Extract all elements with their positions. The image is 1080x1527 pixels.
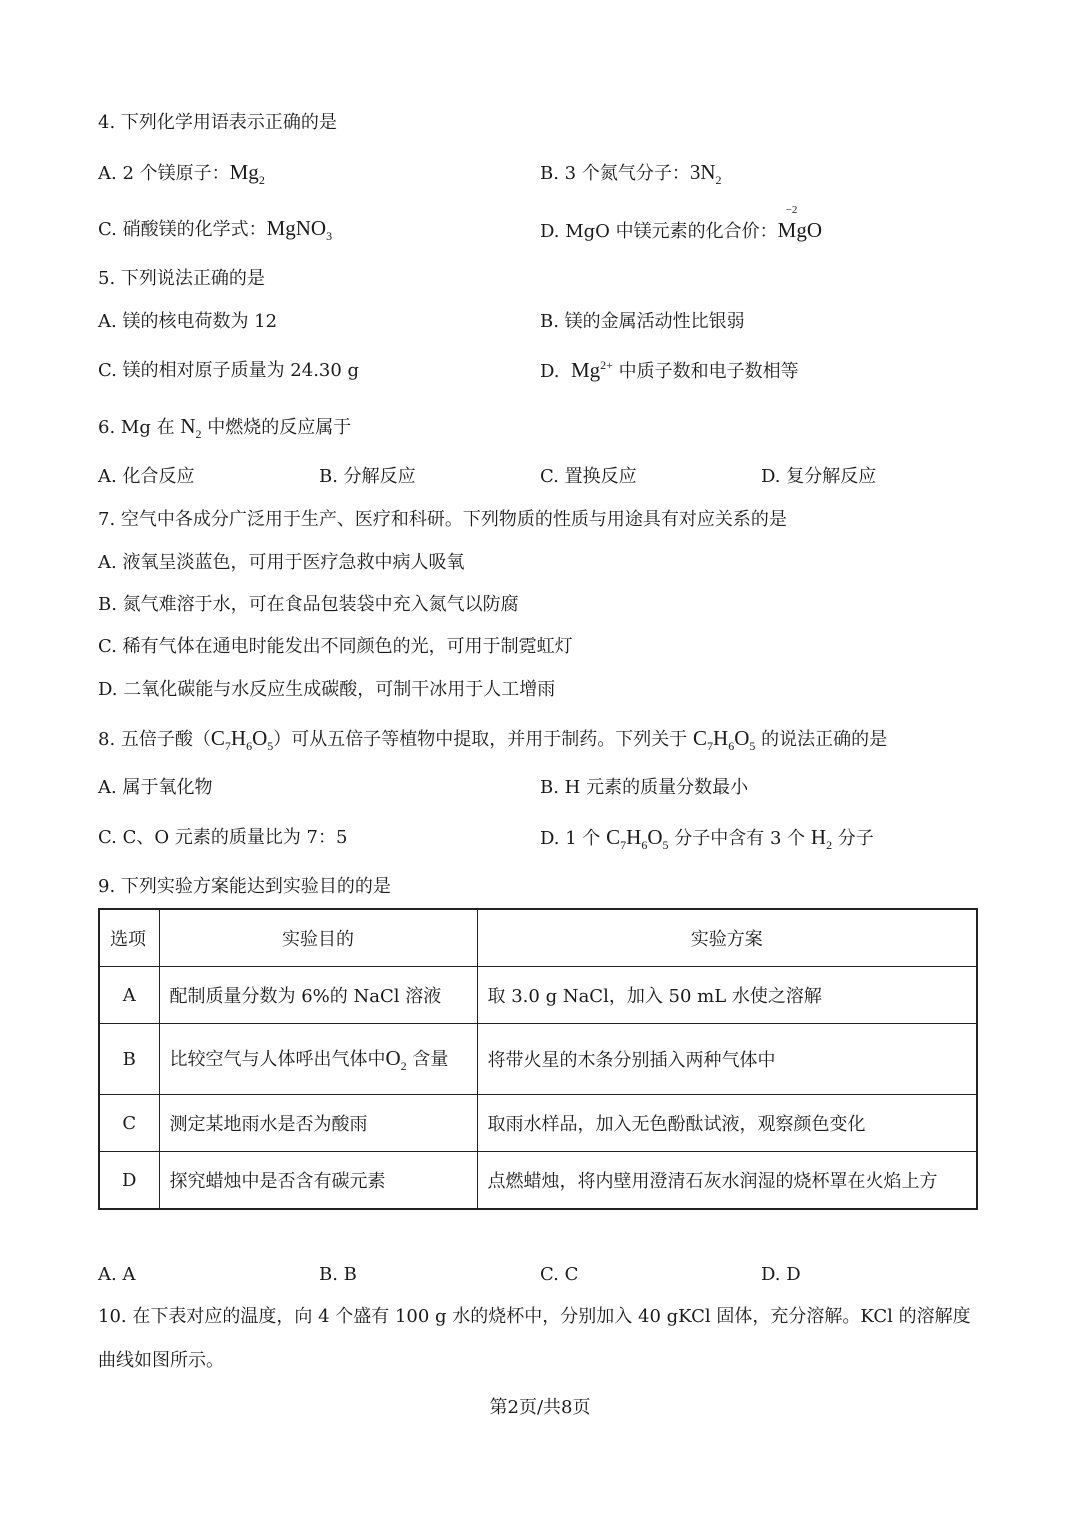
table-row [99,967,977,1024]
q7-option-c: C. 稀有气体在通电时能发出不同颜色的光，可用于制霓虹灯 [98,636,573,657]
table-header-plan: 实验方案 [477,909,977,967]
q7-option-b: B. 氮气难溶于水，可在食品包装袋中充入氮气以防腐 [98,594,519,615]
q9-option-c: C. C [540,1264,579,1285]
q4-option-a-label: A. 2 个镁原子： [98,163,230,184]
valence-mark: −2 [785,204,798,216]
q4-option-a [98,160,265,187]
table-cell-purpose: 配制质量分数为 6%的 NaCl 溶液 [159,967,477,1024]
q4-option-b [540,160,722,187]
q9-option-a: A. A [98,1264,136,1285]
q6-stem: 6. Mg 在 $N_2$ 中燃烧的反应属于 [98,414,352,441]
table-cell-option: B [99,1024,159,1095]
q4-option-d [540,204,823,243]
table-cell-purpose: 测定某地雨水是否为酸雨 [159,1095,477,1152]
table-header-row [99,909,977,967]
experiment-table [98,908,978,1210]
q8-option-d: D. 1 个 $C_7H_6O_5$ 分子中含有 3 个 $H_2$ 分子 [540,825,874,852]
table-cell-option: C [99,1095,159,1152]
table-cell-option: A [99,967,159,1024]
table-cell-purpose-formula: $O_2$ [385,1045,407,1073]
q8-formula-2: $C_7H_6O_5$ [693,726,756,753]
q8-option-d-formula: $C_7H_6O_5$ [606,825,669,852]
q9-stem: 9. 下列实验方案能达到实验目的的是 [98,876,391,897]
page-number: 第2页/共8页 [489,1397,591,1418]
q4-option-b-label: B. 3 个氮气分子： [540,163,690,184]
table-header-purpose: 实验目的 [159,909,477,967]
q5-option-a: A. 镁的核电荷数为 12 [98,311,278,332]
q8-stem: 8. 五倍子酸$(C_7H_6O_5)$可从五倍子等植物中提取，并用于制药。下列关于 $C_7H_6O_5$ 的说法正确的是 [98,726,888,753]
table-cell-plan: 取 3.0 g NaCl，加入 50 mL 水使之溶解 [477,967,977,1024]
q4-option-c-label: C. 硝酸镁的化学式： [98,219,267,240]
q8-option-c: C. C、O 元素的质量比为 7：5 [98,827,348,848]
table-cell-option: D [99,1152,159,1210]
q8-option-a: A. 属于氧化物 [98,777,213,798]
q6-option-a: A. 化合反应 [98,466,195,487]
q8-option-d-h2: $H_2$ [810,825,833,852]
q7-stem: 7. 空气中各成分广泛用于生产、医疗和科研。下列物质的性质与用途具有对应关系的是 [98,509,787,530]
q4-option-d-formula: −2 MgO [777,204,823,242]
q10-stem-line2: 曲线如图所示。 [98,1350,224,1371]
q5-option-b: B. 镁的金属活动性比银弱 [540,311,745,332]
q6-option-b: B. 分解反应 [319,466,416,487]
q4-option-c [98,216,332,243]
q4-option-d-label: D. MgO 中镁元素的化合价： [540,221,778,242]
q4-option-c-formula: MgNO$_3$ [266,216,333,243]
table-row [99,1024,977,1095]
table-cell-plan: 取雨水样品，加入无色酚酞试液，观察颜色变化 [477,1095,977,1152]
q5-option-c: C. 镁的相对原子质量为 24.30 g [98,360,360,381]
q7-option-d: D. 二氧化碳能与水反应生成碳酸，可制干冰用于人工增雨 [98,679,556,700]
q8-option-b: B. H 元素的质量分数最小 [540,777,749,798]
table-cell-purpose: 比较空气与人体呼出气体中$O_2$ 含量 [159,1024,477,1095]
q6-option-d: D. 复分解反应 [761,466,877,487]
q4-option-b-formula: $3N_2$ [689,160,722,187]
q10-stem-line1: 10. 在下表对应的温度，向 4 个盛有 100 g 水的烧杯中，分别加入 40 gKCl 固体，充分溶解。KCl 的溶解度 [98,1306,971,1327]
q7-option-a: A. 液氧呈淡蓝色，可用于医疗急救中病人吸氧 [98,552,465,573]
q9-option-d: D. D [761,1264,801,1285]
table-cell-plan: 点燃蜡烛，将内壁用澄清石灰水润湿的烧杯罩在火焰上方 [477,1152,977,1210]
q5-stem: 5. 下列说法正确的是 [98,268,265,289]
table-row [99,1095,977,1152]
table-cell-purpose: 探究蜡烛中是否含有碳元素 [159,1152,477,1210]
q8-formula-1: $C_7H_6O_5$ [210,726,274,753]
table-row [99,1152,977,1210]
q9-option-b: B. B [319,1264,357,1285]
q6-option-c: C. 置换反应 [540,466,637,487]
table-cell-plan: 将带火星的木条分别插入两种气体中 [477,1024,977,1095]
q5-option-d-formula: $Mg^{2+}$ [570,358,613,382]
q5-option-d: D. $Mg^{2+}$ 中质子数和电子数相等 [540,358,799,382]
q4-option-a-formula: $Mg_2$ [229,160,265,187]
q6-stem-formula: $N_2$ [180,414,202,441]
q4-stem: 4. 下列化学用语表示正确的是 [98,112,337,133]
table-header-option: 选项 [99,909,159,967]
